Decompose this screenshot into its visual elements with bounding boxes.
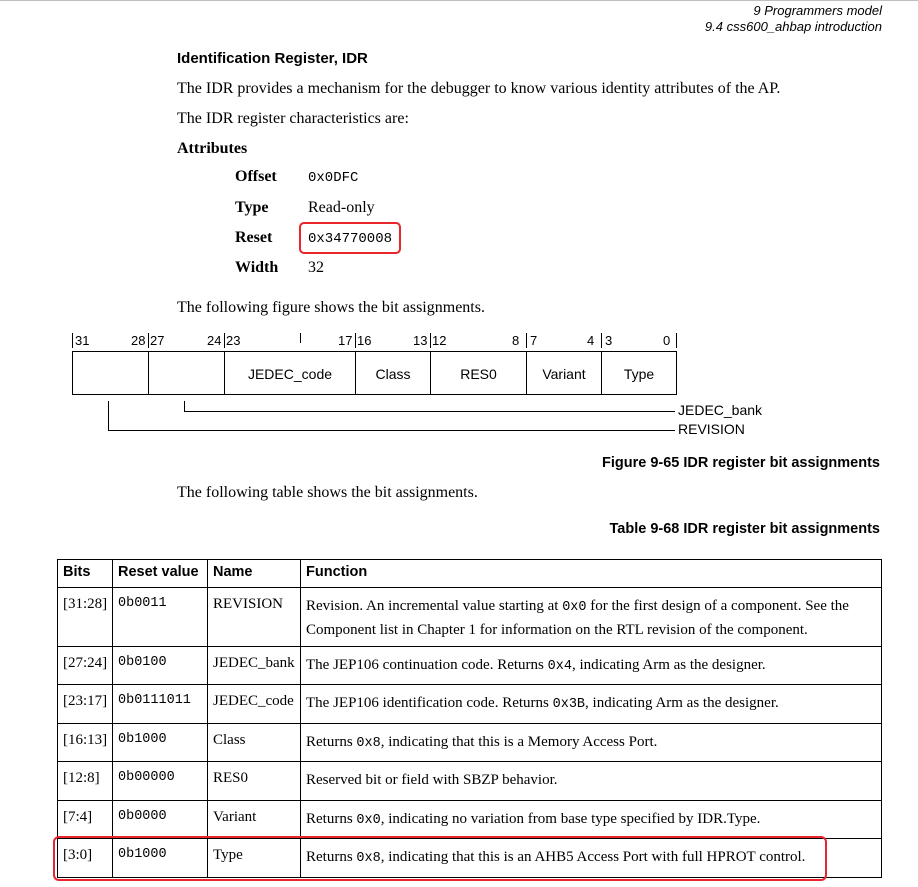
reset-cell: 0b00000 [113, 762, 208, 801]
bit-number: 7 [530, 333, 538, 348]
bracket-label-revision: REVISION [678, 421, 745, 437]
function-cell: The JEP106 continuation code. Returns 0x4, indicating Arm as the designer. [301, 647, 882, 685]
type-label: Type [235, 199, 269, 216]
bracket-label-jedec-bank: JEDEC_bank [678, 402, 763, 418]
name-cell: Type [208, 839, 301, 878]
field-label: RES0 [460, 366, 497, 382]
table-row [58, 801, 882, 839]
name-cell: REVISION [208, 588, 301, 647]
table-caption: Table 9-68 IDR register bit assignments [609, 521, 880, 537]
bracket-line [108, 430, 675, 431]
reset-cell: 0b0111011 [113, 685, 208, 724]
table-row [58, 685, 882, 724]
reset-label: Reset [235, 229, 273, 246]
chapter-header: 9 Programmers model [753, 3, 882, 18]
offset-label: Offset [235, 168, 277, 185]
bit-number: 31 [75, 333, 90, 348]
field-jedec-bank-box [148, 351, 225, 395]
table-row [58, 588, 882, 647]
figure-caption: Figure 9-65 IDR register bit assignments [602, 455, 880, 471]
attributes-title: Attributes [177, 140, 248, 157]
bit-tick [355, 333, 356, 348]
bit-number: 16 [357, 333, 372, 348]
column-header: Reset value [113, 560, 208, 588]
bit-tick [430, 333, 431, 348]
reset-cell: 0b0100 [113, 647, 208, 685]
field-label: Type [623, 366, 655, 382]
bit-number: 12 [432, 333, 447, 348]
offset-value: 0x0DFC [308, 170, 359, 186]
function-cell: Returns 0x0, indicating no variation from base type specified by IDR.Type. [301, 801, 882, 839]
function-cell: Returns 0x8, indicating that this is an AHB5 Access Port with full HPROT control. [301, 839, 882, 878]
bracket-line [108, 401, 109, 431]
intro-paragraph: The IDR provides a mechanism for the debugger to know various identity attributes of the AP. [177, 80, 781, 97]
function-cell: Returns 0x8, indicating that this is a Memory Access Port. [301, 724, 882, 762]
table-row [58, 647, 882, 685]
bit-number: 0 [663, 333, 671, 348]
column-header: Name [208, 560, 301, 588]
bit-number: 23 [226, 333, 241, 348]
table-header-row [58, 560, 882, 588]
table-row [58, 724, 882, 762]
reset-cell: 0b1000 [113, 724, 208, 762]
bit-assignments-table [57, 559, 882, 878]
field-label: Class [375, 366, 411, 382]
figure-intro: The following figure shows the bit assignments. [177, 299, 485, 316]
bracket-line [184, 411, 675, 412]
field-label: Variant [542, 366, 586, 382]
name-cell: JEDEC_code [208, 685, 301, 724]
reset-value: 0x34770008 [308, 231, 393, 247]
field-revision-box [72, 351, 149, 395]
bit-tick [526, 333, 527, 348]
function-cell: Reserved bit or field with SBZP behavior. [301, 762, 882, 801]
bits-cell: [27:24] [58, 647, 113, 685]
bit-tick [676, 333, 677, 348]
bit-number: 8 [512, 333, 520, 348]
name-cell: RES0 [208, 762, 301, 801]
function-cell: Revision. An incremental value starting at 0x0 for the first design of a component. See the Component list in Chapter 1 for information on the RTL revision of the component. [301, 588, 882, 647]
characteristics-intro: The IDR register characteristics are: [177, 110, 409, 127]
bit-tick [224, 333, 225, 348]
bits-cell: [7:4] [58, 801, 113, 839]
field-label: JEDEC_code [247, 366, 333, 382]
bit-number: 4 [587, 333, 595, 348]
bit-tick [148, 333, 149, 348]
column-header: Function [301, 560, 882, 588]
bit-number: 13 [413, 333, 428, 348]
bit-number: 27 [150, 333, 165, 348]
bits-cell: [16:13] [58, 724, 113, 762]
bits-cell: [31:28] [58, 588, 113, 647]
section-heading: Identification Register, IDR [177, 50, 368, 67]
reset-cell: 0b0011 [113, 588, 208, 647]
bit-number: 24 [207, 333, 222, 348]
type-row-highlight [53, 836, 827, 881]
type-value: Read-only [308, 199, 375, 216]
bits-cell: [23:17] [58, 685, 113, 724]
section-header: 9.4 css600_ahbap introduction [704, 19, 882, 34]
name-cell: JEDEC_bank [208, 647, 301, 685]
reset-cell: 0b0000 [113, 801, 208, 839]
bit-tick [72, 333, 73, 348]
name-cell: Class [208, 724, 301, 762]
bit-number: 17 [338, 333, 353, 348]
reset-value-highlight [299, 222, 401, 254]
reset-cell: 0b1000 [113, 839, 208, 878]
bits-cell: [3:0] [58, 839, 113, 878]
bits-cell: [12:8] [58, 762, 113, 801]
column-header: Bits [58, 560, 113, 588]
table-row [58, 762, 882, 801]
bit-tick [300, 333, 301, 343]
name-cell: Variant [208, 801, 301, 839]
bit-number: 28 [131, 333, 146, 348]
bit-tick [601, 333, 602, 348]
width-label: Width [235, 259, 279, 276]
function-cell: The JEP106 identification code. Returns 0x3B, indicating Arm as the designer. [301, 685, 882, 724]
width-value: 32 [308, 259, 324, 276]
page-top-rule [0, 0, 918, 1]
bit-number: 3 [605, 333, 613, 348]
table-intro: The following table shows the bit assignments. [177, 484, 478, 501]
